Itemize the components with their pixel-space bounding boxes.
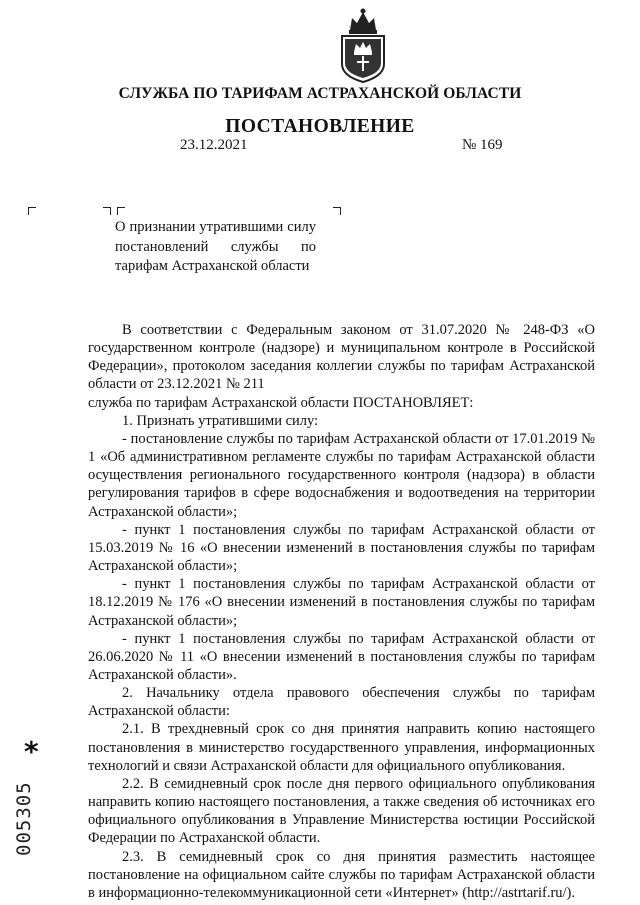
corner-mark-left (28, 207, 36, 215)
document-title: О признании утратившими силу постановлений службы по тарифам Астраханской области (115, 219, 316, 274)
corner-mark-title-right (333, 207, 341, 215)
organization-name: СЛУЖБА ПО ТАРИФАМ АСТРАХАНСКОЙ ОБЛАСТИ (118, 85, 522, 102)
paragraph-item-1-sub-3: - пункт 1 постановления службы по тарифам Астраханской области от 18.12.2019 № 176 «О внесении изменений в постановления службы по тарифам Астраханской области»; (88, 576, 595, 629)
document-date: 23.12.2021 (180, 137, 248, 153)
paragraph-resolves: служба по тарифам Астраханской области ПОСТАНОВЛЯЕТ: (88, 394, 474, 411)
corner-mark-title-left-a (103, 207, 111, 215)
serial-number: 005305 (13, 781, 35, 856)
paragraph-item-1-sub-4: - пункт 1 постановления службы по тарифам Астраханской области от 26.06.2020 № 11 «О внесении изменений в постановления службы по тарифам Астраханской области». (88, 630, 595, 683)
corner-mark-title-left-b (117, 207, 125, 215)
paragraph-item-2: 2. Начальнику отдела правового обеспечения службы по тарифам Астраханской области: (88, 685, 595, 720)
paragraph-item-1: 1. Признать утратившими силу: (122, 412, 319, 429)
paragraph-item-1-sub-2: - пункт 1 постановления службы по тарифам Астраханской области от 15.03.2019 № 16 «О внесении изменений в постановления службы по тарифам Астраханской области»; (88, 521, 595, 575)
paragraph-preamble: В соответствии с Федеральным законом от 31.07.2020 № 248-ФЗ «О государственном контроле (надзоре) и муниципальном контроле в Российской Федерации», протоколом заседания коллегии службы по тарифам Астраханской области от 23.12.2021 № 211 (88, 322, 595, 393)
paragraph-item-2-2: 2.2. В семидневный срок после дня первого официального опубликования направить копию настоящего постановления, а также сведения об источниках его официального опубликования в Управление Министерства юстиции Российской Федерации по Астраханской области. (88, 775, 595, 847)
document-body (88, 321, 595, 902)
paragraph-item-1-sub-1: - постановление службы по тарифам Астраханской области от 17.01.2019 № 1 «Об административном регламенте службы по тарифам Астраханской области осуществления регионального государственного контроля (надзора) в области регулирования тарифов в сфере водоснабжения и водоотведения на территории Астраханской области»; (88, 430, 595, 520)
document-number: № 169 (462, 137, 503, 153)
serial-asterisk: * (24, 735, 39, 768)
coat-of-arms-icon (336, 6, 390, 84)
paragraph-item-2-3: 2.3. В семидневный срок со дня принятия разместить настоящее постановление на официальном сайте службы по тарифам Астраханской области в информационно-телекоммуникационной сети «Интернет» (http://astrtarif.ru/). (88, 848, 595, 901)
serial-stamp (12, 735, 46, 858)
document-type: ПОСТАНОВЛЕНИЕ (225, 116, 415, 137)
paragraph-item-2-1: 2.1. В трехдневный срок со дня принятия направить копию настоящего постановления в министерство государственного управления, информационных технологий и связи Астраханской области для официального опубликования. (88, 721, 595, 774)
